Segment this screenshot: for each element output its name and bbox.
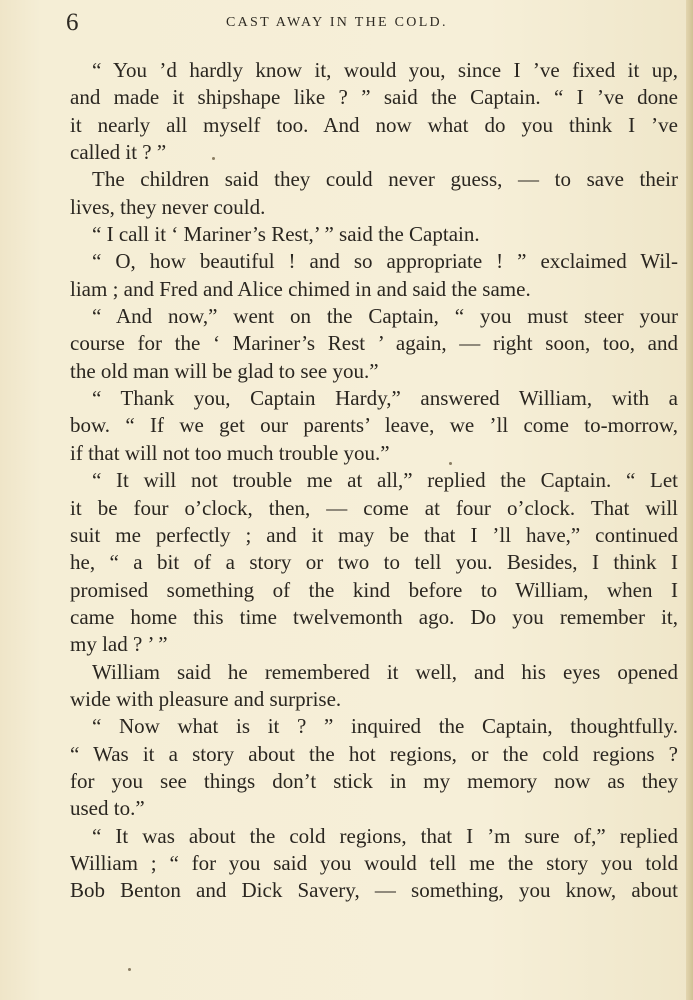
text-line: it be four o’clock, then, — come at four o’clock. That will xyxy=(70,495,678,520)
text-line: used to.” xyxy=(70,796,145,821)
text-line: he, “ a bit of a story or two to tell you. Besides, I think I xyxy=(70,550,678,575)
text-line: William ; “ for you said you would tell me the story you told xyxy=(70,850,678,875)
text-line: The children said they could never guess, — to save their xyxy=(92,167,678,192)
text-line: lives, they never could. xyxy=(70,194,266,219)
text-line: “ It was about the cold regions, that I ’m sure of,” replied xyxy=(92,823,678,848)
paper-speck xyxy=(128,968,131,971)
paper-speck xyxy=(449,462,452,465)
text-line: “ O, how beautiful ! and so appropriate ! ” exclaimed Wil- xyxy=(92,249,678,274)
paper-speck xyxy=(212,157,215,160)
text-line: my lad ? ’ ” xyxy=(70,632,168,657)
text-line: called it ? ” xyxy=(70,140,167,165)
text-line: “ And now,” went on the Captain, “ you must steer your xyxy=(92,304,678,329)
text-line: it nearly all myself too. And now what do you think I ’ve xyxy=(70,112,678,137)
page-edge xyxy=(686,0,693,1000)
text-line: “ It will not trouble me at all,” replied the Captain. “ Let xyxy=(92,468,678,493)
text-line: “ Was it a story about the hot regions, or the cold regions ? xyxy=(70,741,678,766)
text-line: “ You ’d hardly know it, would you, since I ’ve fixed it up, xyxy=(92,58,678,82)
text-line: suit me perfectly ; and it may be that I ’ll have,” continued xyxy=(70,522,678,547)
text-line: if that will not too much trouble you.” xyxy=(70,440,390,465)
page-header xyxy=(66,8,676,38)
text-line: and made it shipshape like ? ” said the Captain. “ I ’ve done xyxy=(70,85,678,110)
page-number: 6 xyxy=(66,9,79,36)
text-line: “ Now what is it ? ” inquired the Captain, thoughtfully. xyxy=(92,714,678,739)
text-line: “ Thank you, Captain Hardy,” answered William, with a xyxy=(92,386,678,411)
text-line: Bob Benton and Dick Savery, — something, you know, about xyxy=(70,878,678,903)
text-line: bow. “ If we get our parents’ leave, we ’ll come to-morrow, xyxy=(70,413,678,438)
text-line: the old man will be glad to see you.” xyxy=(70,358,379,383)
body-text xyxy=(70,57,678,905)
text-line: for you see things don’t stick in my memory now as they xyxy=(70,768,678,793)
text-line: liam ; and Fred and Alice chimed in and said the same. xyxy=(70,276,531,301)
text-line: promised something of the kind before to William, when I xyxy=(70,577,678,602)
running-head: CAST AWAY IN THE COLD. xyxy=(226,15,448,30)
text-line: course for the ‘ Mariner’s Rest ’ again, — right soon, too, and xyxy=(70,331,678,356)
text-line: came home this time twelvemonth ago. Do you remember it, xyxy=(70,604,678,629)
text-line: William said he remembered it well, and his eyes opened xyxy=(92,659,678,684)
text-line: “ I call it ‘ Mariner’s Rest,’ ” said the Captain. xyxy=(92,222,480,247)
text-line: wide with pleasure and surprise. xyxy=(70,686,342,711)
